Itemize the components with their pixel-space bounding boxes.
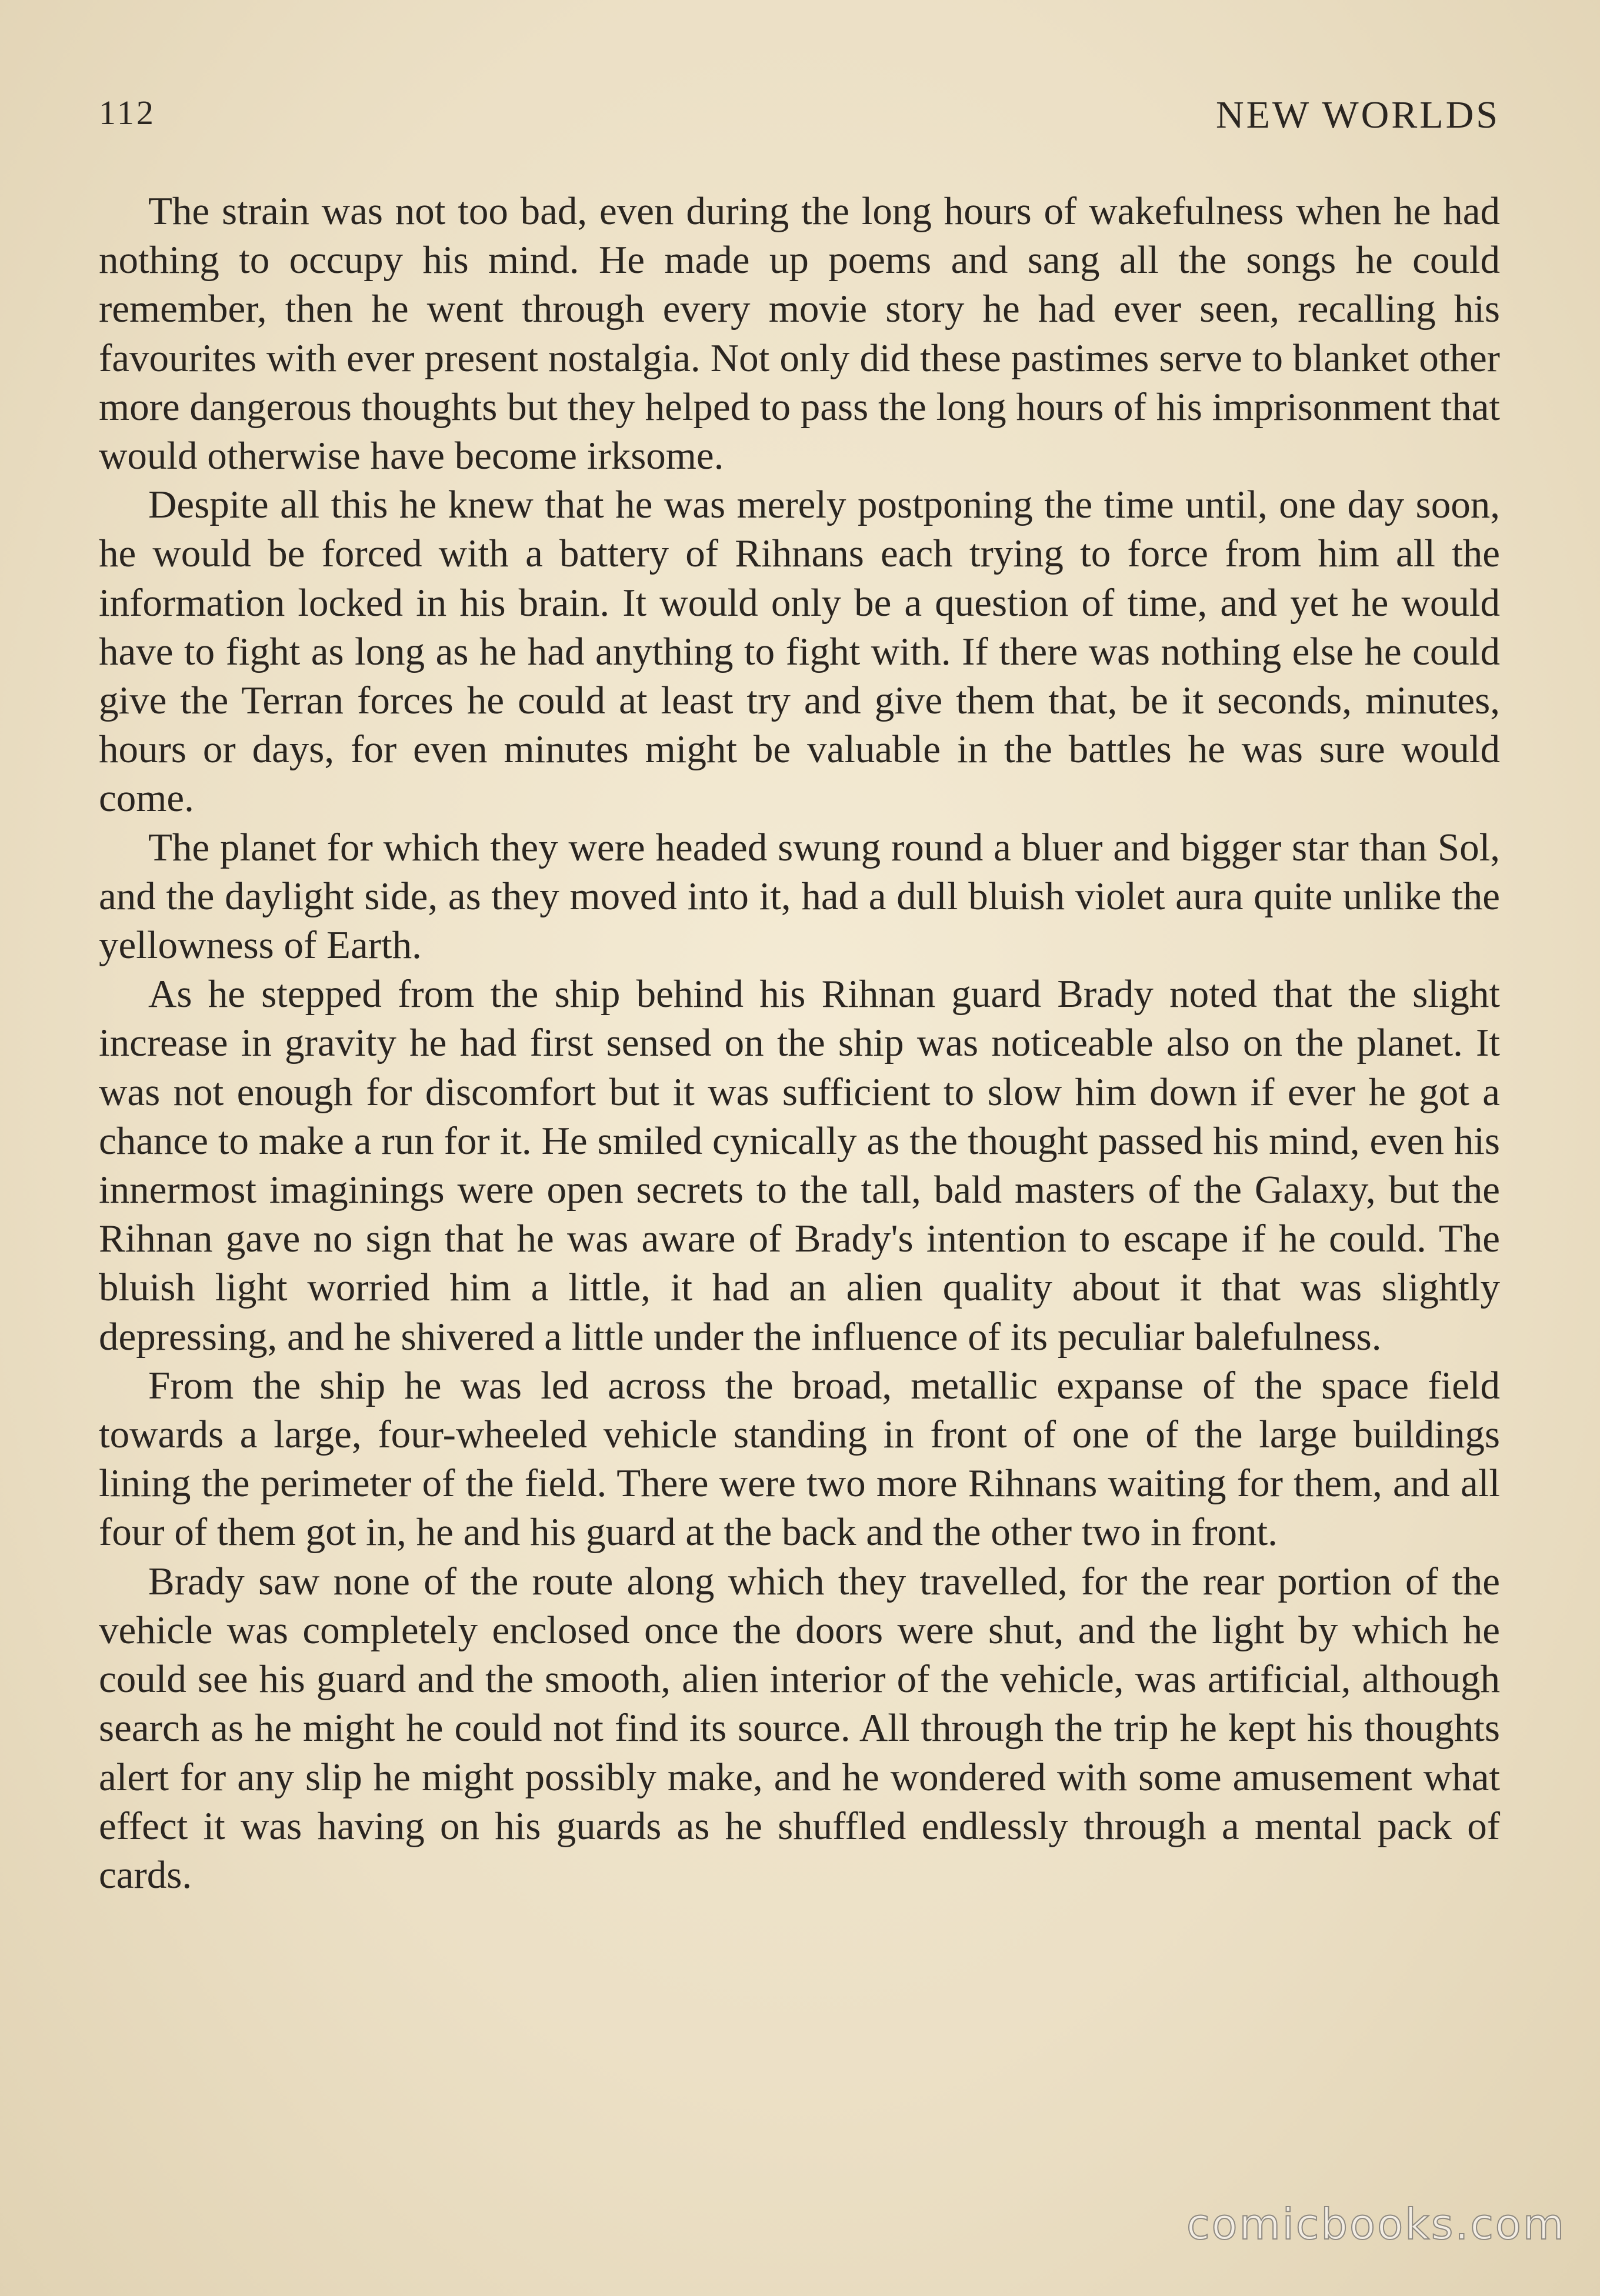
running-head (99, 93, 1500, 146)
paragraph: As he stepped from the ship behind his Rihnan guard Brady noted that the slight increase in gravity he had first sensed on the ship was noticeable also on the planet. It was not enough for discomfort but it was sufficient to slow him down if ever he got a chance to make a run for it. He smiled cynically as the thought passed his mind, even his innermost imaginings were open secrets to the tall, bald masters of the Galaxy, but the Rihnan gave no sign that he was aware of Brady's intention to escape if he could. The bluish light worried him a little, it had an alien quality about it that was slightly depressing, and he shivered a little under the influence of its peculiar balefulness. (99, 972, 1500, 1359)
running-title: NEW WORLDS (1215, 94, 1500, 136)
paragraph: Despite all this he knew that he was merely postponing the time until, one day soon, he would be forced with a battery of Rihnans each trying to force from him all the information locked in his brain. It would only be a question of time, and yet he would have to fight as long as he had anything to fight with. If there was nothing else he could give the Terran forces he could at least try and give them that, be it seconds, minutes, hours or days, for even minutes might be valuable in the battles he was sure would come. (99, 483, 1500, 820)
paragraph: Brady saw none of the route along which they travelled, for the rear portion of the vehicle was completely enclosed once the doors were shut, and the light by which he could see his guard and the smooth, alien interior of the vehicle, was artificial, although search as he might he could not find its source. All through the trip he kept his thoughts alert for any slip he might possibly make, and he wondered with some amusement what effect it was having on his guards as he shuffled endlessly through a mental pack of cards. (99, 1559, 1500, 1897)
paragraph: The strain was not too bad, even during the long hours of wakefulness when he had nothing to occupy his mind. He made up poems and sang all the songs he could remember, then he went through every movie story he had ever seen, recalling his favourites with ever present nostalgia. Not only did these pastimes serve to blanket other more dangerous thoughts but they helped to pass the long hours of his imprisonment that would otherwise have become irksome. (99, 189, 1500, 478)
watermark: comicbooks.com (1186, 2200, 1566, 2249)
paragraph: The planet for which they were headed swung round a bluer and bigger star than Sol, and the daylight side, as they moved into it, had a dull bluish violet aura quite unlike the yellowness of Earth. (99, 825, 1500, 967)
paragraph: From the ship he was led across the broad, metallic expanse of the space field towards a large, four-wheeled vehicle standing in front of one of the large buildings lining the perimeter of the field. There were two more Rihnans waiting for them, and all four of them got in, he and his guard at the back and the other two in front. (99, 1363, 1500, 1554)
body-text (99, 187, 1500, 1900)
page-number: 112 (99, 94, 156, 132)
